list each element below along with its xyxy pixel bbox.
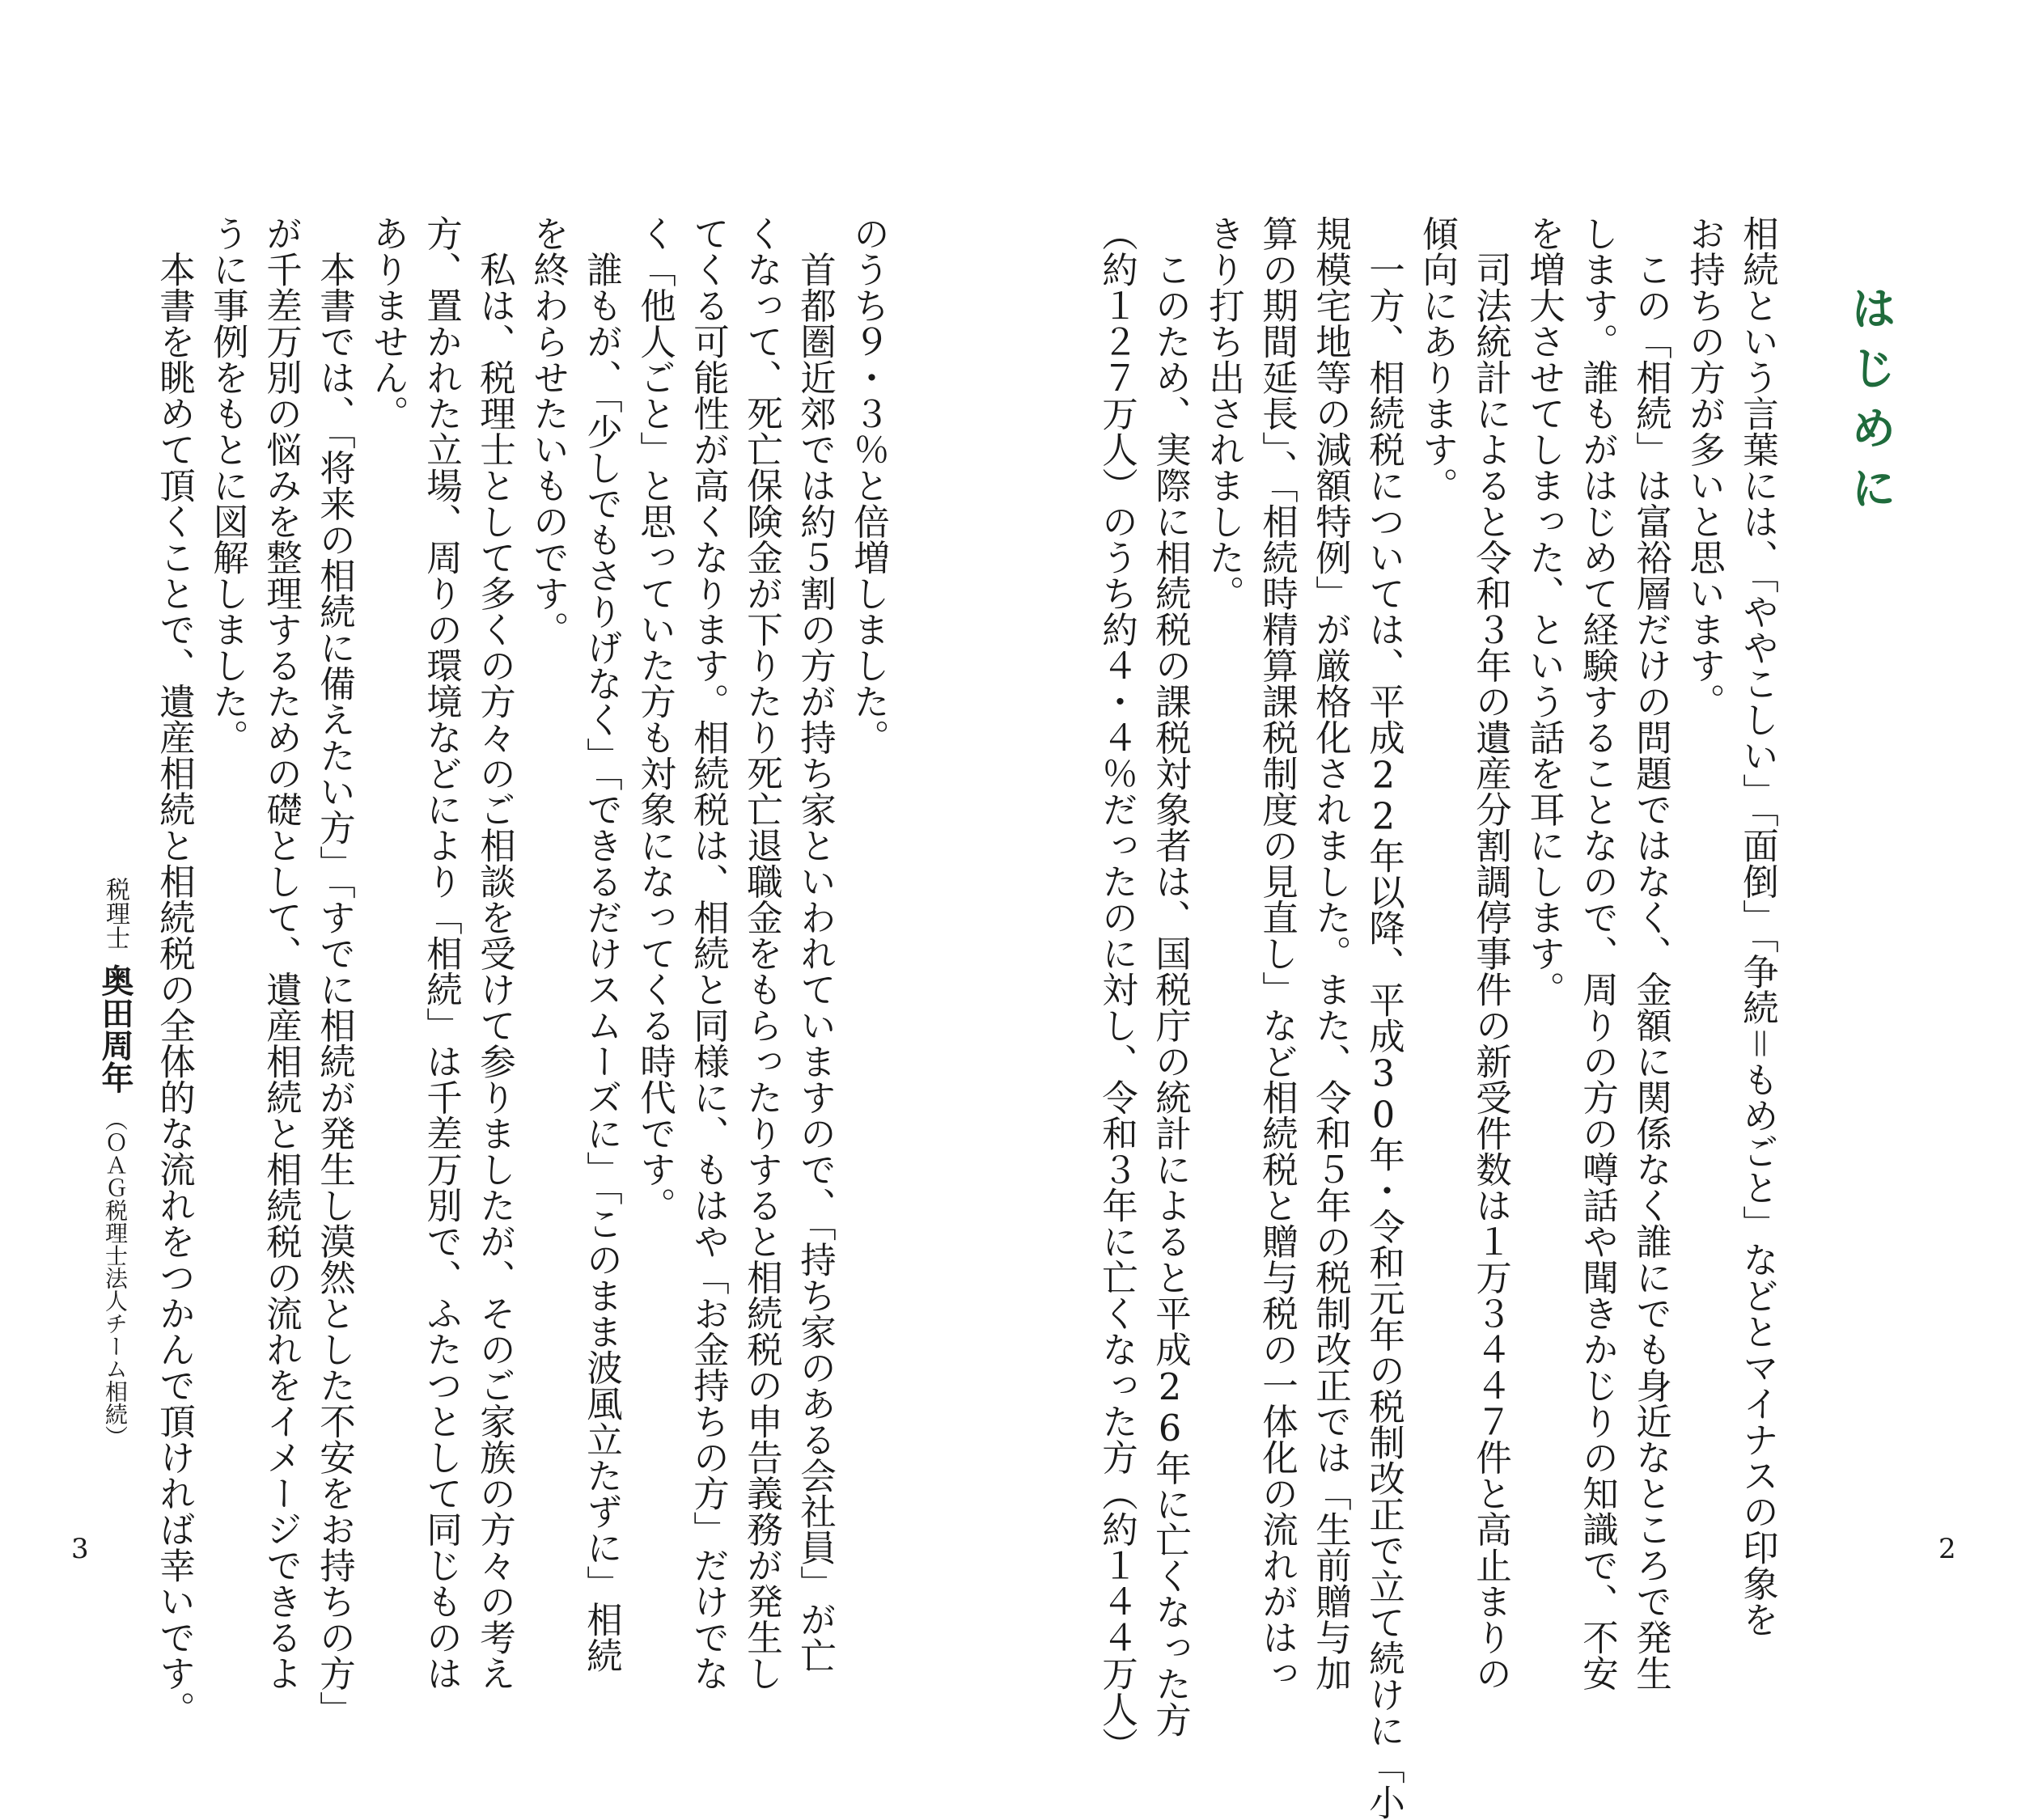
body-line: 相続という言葉には、「ややこしい」「面倒」「争続＝もめごと」などとマイナスの印象を <box>1736 215 1778 1637</box>
body-line: 一方、相続税については、平成22年以降、平成30年・令和元年の税制改正で立て続けに「小 <box>1362 215 1405 1820</box>
right-page <box>1010 0 2021 1820</box>
page-number-left: 3 <box>71 1533 89 1565</box>
body-line: お持ちの方が多いと思います。 <box>1683 215 1725 719</box>
author-name: 奥田周年 <box>96 964 133 1094</box>
body-line: てくる可能性が高くなります。相続税は、相続と同様に、もはや「お金持ちの方」だけでな <box>687 215 729 1691</box>
author-signature <box>96 877 133 1448</box>
body-line: のうち９・３％と倍増しました。 <box>847 215 889 756</box>
body-line: 本書では、「将来の相続に備えたい方」「すでに相続が発生し漠然とした不安をお持ちの方」 <box>313 215 355 1727</box>
body-line: く「他人ごと」と思っていた方も対象になってくる時代です。 <box>633 215 676 1223</box>
body-line: します。誰もがはじめて経験することなので、周りの方の噂話や聞きかじりの知識で、不安 <box>1576 215 1618 1691</box>
body-line: を増大させてしまった、という話を耳にします。 <box>1523 215 1565 1007</box>
author-role: 税理士 <box>101 877 129 950</box>
body-line: が千差万別の悩みを整理するための礎として、遺産相続と相続税の流れをイメージできるよ <box>260 215 302 1691</box>
body-line: 方、置かれた立場、周りの環境などにより「相続」は千差万別で、ふたつとして同じものは <box>420 215 462 1691</box>
author-organization: （ＯＡＧ税理士法人チーム相続） <box>102 1108 129 1448</box>
body-line: （約１２７万人）のうち約４・４％だったのに対し、令和３年に亡くなった方（約１４４万人） <box>1095 215 1138 1763</box>
body-line: 規模宅地等の減額特例」が厳格化されました。また、令和５年の税制改正では「生前贈与加 <box>1309 215 1351 1691</box>
body-line: 算の期間延長」、「相続時精算課税制度の見直し」など相続税と贈与税の一体化の流れがはっ <box>1256 215 1298 1691</box>
body-line: このため、実際に相続税の課税対象者は、国税庁の統計によると平成26年に亡くなった方 <box>1149 215 1191 1737</box>
body-line: この「相続」は富裕層だけの問題ではなく、金額に関係なく誰にでも身近なところで発生 <box>1629 215 1671 1691</box>
body-line: 本書を眺めて頂くことで、遺産相続と相続税の全体的な流れをつかんで頂ければ幸いです。 <box>153 215 195 1727</box>
body-line: 首都圏近郊では約５割の方が持ち家といわれていますので、「持ち家のある会社員」が亡 <box>794 215 836 1674</box>
page-title: はじめに <box>1844 285 1896 524</box>
body-line: きり打ち出されました。 <box>1202 215 1244 612</box>
body-line: を終わらせたいものです。 <box>527 215 569 647</box>
body-line: 司法統計によると令和３年の遺産分割調停事件の新受件数は１万３４４７件と高止まりの <box>1469 215 1511 1691</box>
body-line: ありません。 <box>366 215 409 431</box>
page-number-right: 2 <box>1938 1533 1956 1565</box>
body-line: うに事例をもとに図解しました。 <box>206 215 248 756</box>
body-line: 傾向にあります。 <box>1416 215 1458 503</box>
body-line: 私は、税理士として多くの方々のご相談を受けて参りましたが、そのご家族の方々の考え <box>473 215 515 1691</box>
left-page <box>0 0 1010 1727</box>
body-line: くなって、死亡保険金が下りたり死亡退職金をもらったりすると相続税の申告義務が発生し <box>740 215 782 1691</box>
body-line: 誰もが、「少しでもさりげなく」「できるだけスムーズに」「このまま波風立たずに」相続 <box>580 215 622 1674</box>
